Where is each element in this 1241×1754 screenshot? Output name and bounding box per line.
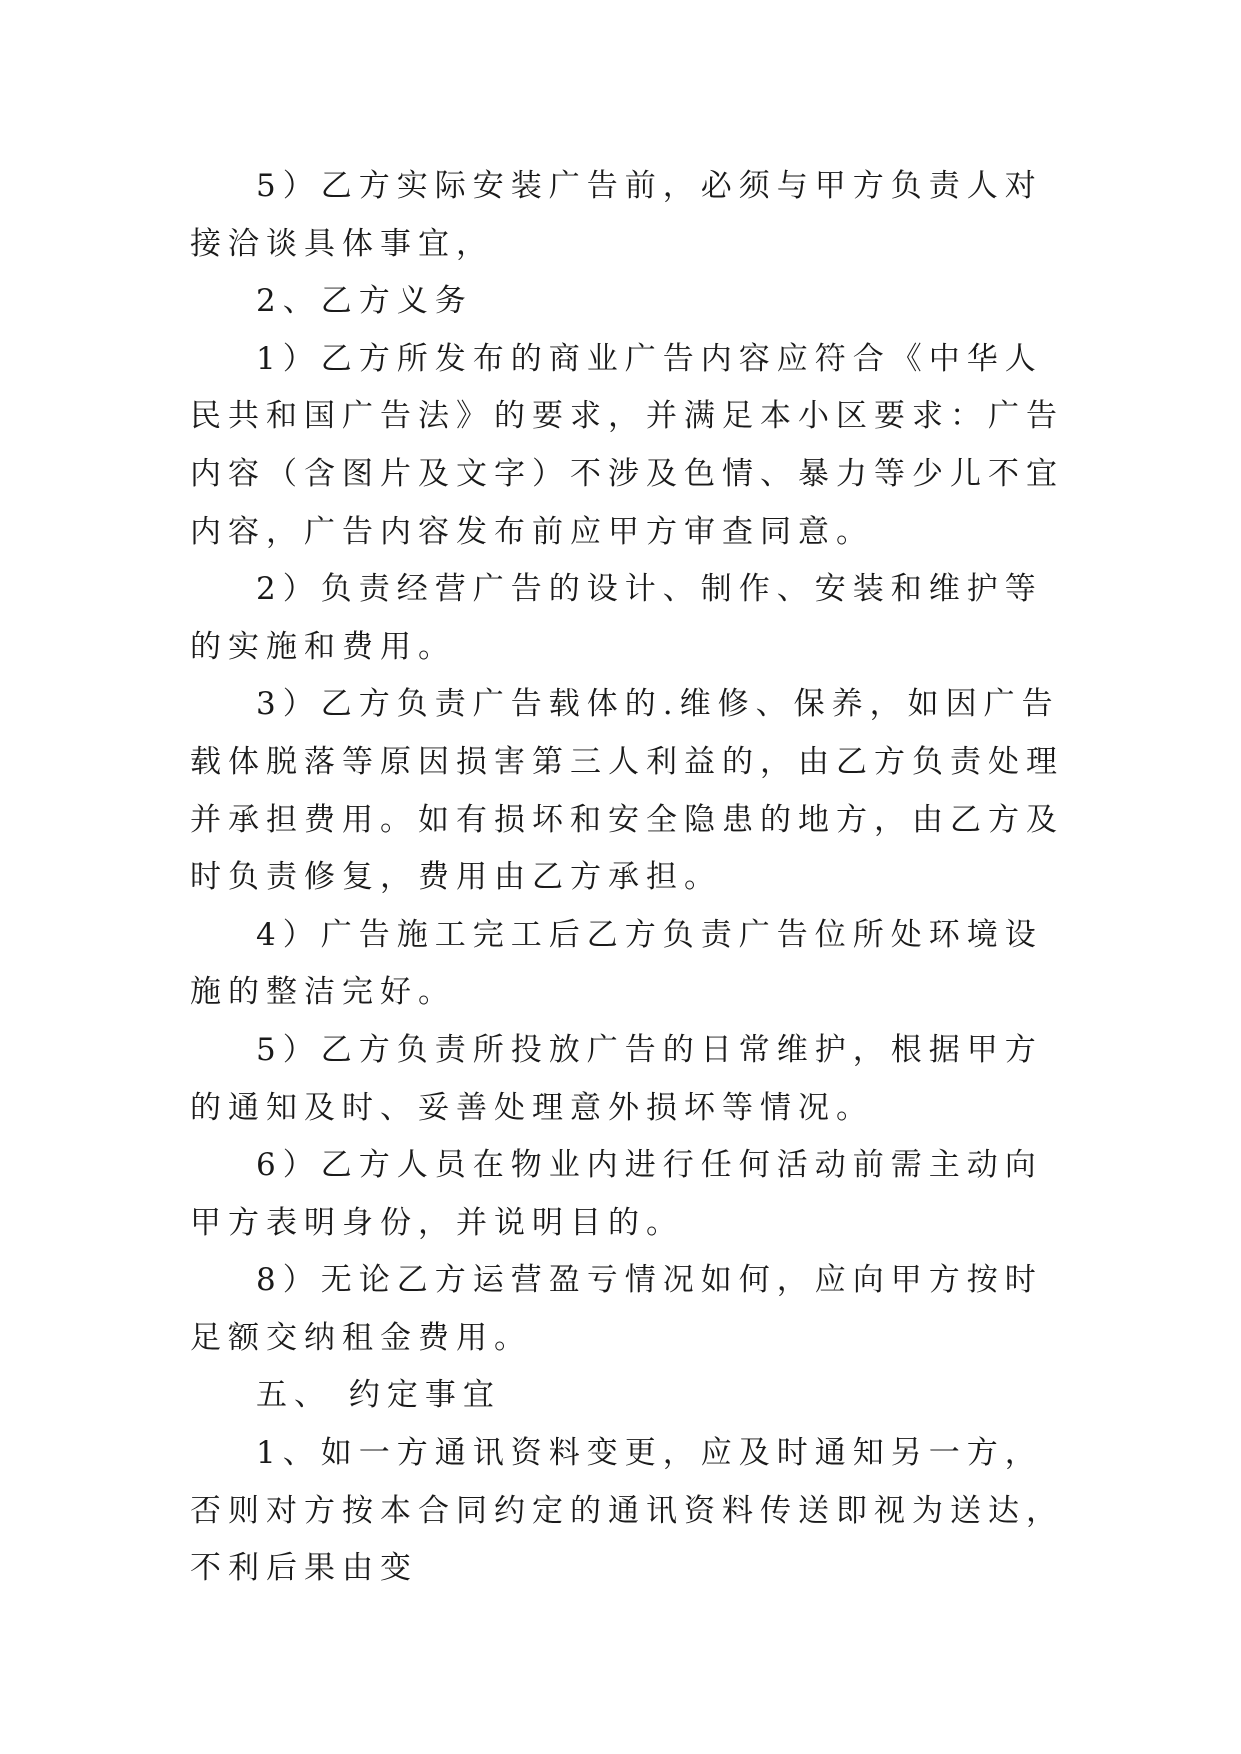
paragraph-agreed-matter-1: 1、如一方通讯资料变更，应及时通知另一方，否则对方按本合同约定的通讯资料传送即视为送达，不利后果由变 <box>190 1435 1064 1587</box>
paragraph-party-b-obligations-heading: 2、乙方义务 <box>256 283 473 320</box>
paragraph-obligation-3: 3）乙方负责广告载体的.维修、保养，如因广告载体脱落等原因损害第三人利益的，由乙方负责处理并承担费用。如有损坏和安全隐患的地方，由乙方及时负责修复，费用由乙方承担。 <box>190 686 1064 896</box>
paragraph-obligation-4: 4）广告施工完工后乙方负责广告位所处环境设施的整洁完好。 <box>190 916 1043 1011</box>
paragraph-obligation-1: 1）乙方所发布的商业广告内容应符合《中华人民共和国广告法》的要求，并满足本小区要求：广告内容（含图片及文字）不涉及色情、暴力等少儿不宜内容，广告内容发布前应甲方审查同意。 <box>190 340 1064 550</box>
paragraph-clause-5-install: 5）乙方实际安装广告前，必须与甲方负责人对接洽谈具体事宜， <box>190 168 1043 262</box>
section-heading-agreed-matters: 五、 约定事宜 <box>256 1377 501 1414</box>
paragraph-obligation-8: 8）无论乙方运营盈亏情况如何，应向甲方按时足额交纳租金费用。 <box>190 1262 1043 1356</box>
paragraph-obligation-6: 6）乙方人员在物业内进行任何活动前需主动向甲方表明身份，并说明目的。 <box>190 1147 1043 1241</box>
document-body <box>190 158 1070 1598</box>
paragraph-obligation-2: 2）负责经营广告的设计、制作、安装和维护等的实施和费用。 <box>190 571 1043 665</box>
paragraph-obligation-5: 5）乙方负责所投放广告的日常维护，根据甲方的通知及时、妥善处理意外损坏等情况。 <box>190 1031 1043 1126</box>
